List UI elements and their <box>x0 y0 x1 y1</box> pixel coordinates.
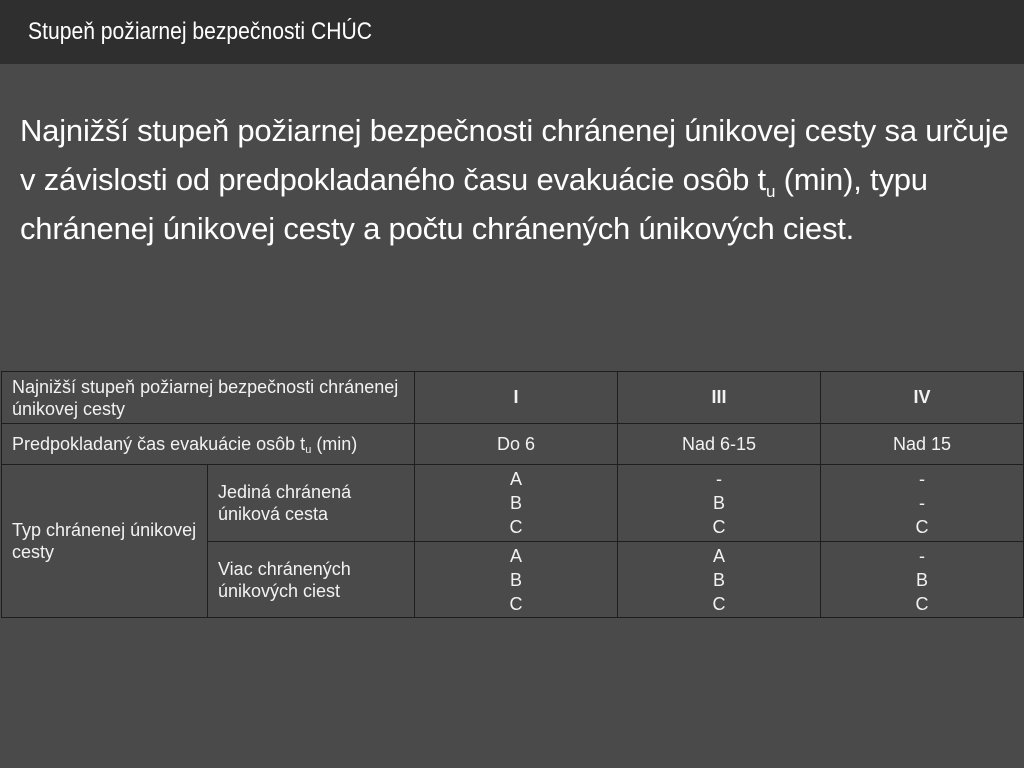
grade-letter: B <box>713 493 726 513</box>
multiple-routes-col1 <box>415 542 618 618</box>
grade-letter: - <box>919 469 926 489</box>
multiple-routes-label: Viac chránených únikových ciest <box>208 542 415 618</box>
intro-paragraph <box>20 106 1020 253</box>
table-row-single-route <box>2 465 1024 542</box>
table-row-header <box>2 372 1024 424</box>
grade-letter: A <box>510 469 523 489</box>
intro-text-part2: (min), typu chránenej únikovej cesty a počtu chránených únikových ciest. <box>20 162 928 246</box>
grade-letter: A <box>510 545 523 566</box>
time-label-part2: (min) <box>311 434 358 454</box>
grade-letter: B <box>713 569 726 590</box>
grade-letter: - <box>919 493 926 513</box>
grade-letter: C <box>509 517 523 537</box>
single-route-col2 <box>618 465 821 542</box>
column-header-3: IV <box>821 372 1024 424</box>
time-label-cell <box>2 424 415 465</box>
table-row-time <box>2 424 1024 465</box>
grade-letter: B <box>916 569 929 590</box>
multiple-routes-col3 <box>821 542 1024 618</box>
grade-letter: - <box>716 469 723 489</box>
grade-letter: A <box>713 545 726 566</box>
grade-letter: - <box>919 545 926 566</box>
single-route-label: Jediná chránená úniková cesta <box>208 465 415 542</box>
multiple-routes-col2 <box>618 542 821 618</box>
single-route-col1 <box>415 465 618 542</box>
slide-title: Stupeň požiarnej bezpečnosti CHÚC <box>28 18 372 45</box>
fire-safety-table <box>1 371 1024 618</box>
grade-letter: C <box>915 593 929 614</box>
title-bar <box>0 0 1024 64</box>
grade-letter: C <box>915 517 929 537</box>
type-label-cell: Typ chránenej únikovej cesty <box>2 465 208 618</box>
column-header-2: III <box>618 372 821 424</box>
grade-letter: C <box>712 593 726 614</box>
time-value-2: Nad 6-15 <box>618 424 821 465</box>
grade-letter: C <box>712 517 726 537</box>
intro-subscript: u <box>765 182 776 201</box>
column-header-1: I <box>415 372 618 424</box>
grade-letter: C <box>509 593 523 614</box>
grade-letter: B <box>510 493 523 513</box>
single-route-col3 <box>821 465 1024 542</box>
intro-text-part1: Najnižší stupeň požiarnej bezpečnosti chránenej únikovej cesty sa určuje v závislosti od predpokladaného času evakuácie osôb t <box>20 113 1009 197</box>
grade-letter: B <box>510 569 523 590</box>
time-label-subscript: u <box>305 444 312 456</box>
header-label-cell: Najnižší stupeň požiarnej bezpečnosti chránenej únikovej cesty <box>2 372 415 424</box>
time-value-1: Do 6 <box>415 424 618 465</box>
time-label-part1: Predpokladaný čas evakuácie osôb t <box>12 434 306 454</box>
time-value-3: Nad 15 <box>821 424 1024 465</box>
